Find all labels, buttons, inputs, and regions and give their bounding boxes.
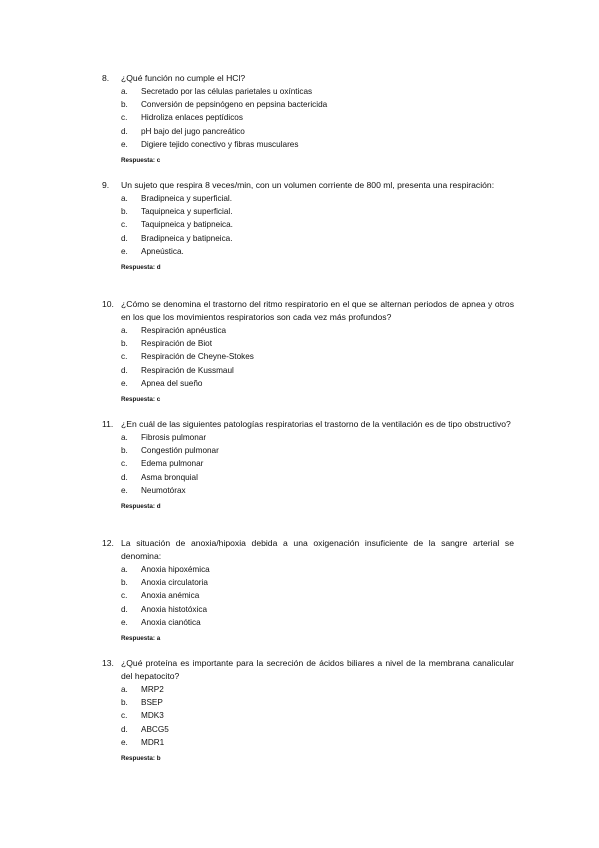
option-a [121, 324, 514, 337]
option-letter: d. [121, 604, 128, 614]
option-letter: d. [121, 126, 128, 136]
question-header [102, 537, 514, 563]
question-number: 9. [102, 180, 110, 190]
answer-label: Respuesta: b [121, 755, 161, 763]
option-text: Respiración de Kussmaul [141, 365, 234, 375]
option-e [121, 138, 514, 151]
question-number: 13. [102, 658, 114, 668]
option-letter: a. [121, 194, 128, 203]
question-header [102, 179, 514, 192]
question-header [102, 418, 514, 431]
option-letter: c. [121, 459, 128, 469]
option-a [121, 683, 514, 696]
option-letter: a. [121, 565, 128, 574]
option-b [121, 205, 514, 218]
option-c [121, 457, 514, 470]
option-text: Anoxia anémica [141, 591, 200, 601]
option-letter: b. [121, 207, 128, 217]
option-text: MRP2 [141, 685, 164, 694]
question-header [102, 657, 514, 683]
question-text: ¿Qué proteína es importante para la secreción de ácidos biliares a nivel de la membrana canalicular del hepatocito? [121, 658, 514, 681]
option-text: Secretado por las células parietales u oxínticas [141, 87, 313, 96]
option-c [121, 350, 514, 363]
option-text: Conversión de pepsinógeno en pepsina bactericida [141, 100, 328, 110]
option-letter: c. [121, 591, 128, 601]
question-number: 10. [102, 299, 114, 309]
option-c [121, 218, 514, 231]
option-d [121, 364, 514, 377]
option-letter: c. [121, 352, 128, 362]
option-text: Hidroliza enlaces peptídicos [141, 113, 243, 123]
option-text: BSEP [141, 698, 163, 708]
option-text: Digiere tejido conectivo y fibras musculares [141, 139, 299, 149]
option-a [121, 85, 514, 98]
option-letter: e. [121, 139, 128, 149]
option-text: Neumotórax [141, 485, 186, 495]
question-text: ¿En cuál de las siguientes patologías respiratorias el trastorno de la ventilación es de tipo obstructivo? [121, 419, 511, 429]
option-a [121, 192, 514, 205]
options-list [102, 683, 514, 749]
option-letter: a. [121, 685, 128, 694]
option-text: Taquipneica y superficial. [141, 207, 233, 217]
option-a [121, 563, 514, 576]
option-letter: d. [121, 724, 128, 734]
option-letter: e. [121, 246, 128, 256]
option-b [121, 576, 514, 589]
option-text: Anoxia histotóxica [141, 604, 207, 614]
option-d [121, 603, 514, 616]
question-text: ¿Qué función no cumple el HCl? [121, 73, 246, 83]
option-text: Respiración de Cheyne-Stokes [141, 352, 254, 362]
option-b [121, 337, 514, 350]
option-text: Asma bronquial [141, 472, 198, 482]
answer-label: Respuesta: d [121, 503, 161, 511]
question-number: 11. [102, 419, 114, 429]
option-d [121, 471, 514, 484]
option-e [121, 616, 514, 629]
question-13 [102, 657, 514, 762]
option-b [121, 696, 514, 709]
answer-label: Respuesta: c [121, 396, 161, 404]
question-8 [102, 72, 514, 164]
option-c [121, 589, 514, 602]
option-letter: d. [121, 472, 128, 482]
option-letter: c. [121, 113, 128, 123]
option-letter: c. [121, 220, 128, 230]
option-letter: b. [121, 100, 128, 110]
option-text: Bradipneica y batipneica. [141, 233, 233, 243]
answer-label: Respuesta: c [121, 157, 161, 165]
option-text: pH bajo del jugo pancreático [141, 126, 245, 136]
option-letter: d. [121, 233, 128, 243]
option-d [121, 723, 514, 736]
options-list [102, 563, 514, 629]
option-e [121, 245, 514, 258]
question-number: 12. [102, 538, 114, 548]
option-text: Fibrosis pulmonar [141, 433, 207, 442]
question-header [102, 298, 514, 324]
option-letter: e. [121, 485, 128, 495]
option-letter: b. [121, 446, 128, 456]
option-text: ABCG5 [141, 724, 169, 734]
question-text: Un sujeto que respira 8 veces/min, con un volumen corriente de 800 ml, presenta una respiración: [121, 180, 495, 190]
options-list [102, 192, 514, 258]
option-text: Congestión pulmonar [141, 446, 219, 456]
option-text: Bradipneica y superficial. [141, 194, 233, 203]
options-list [102, 85, 514, 151]
option-text: MDR1 [141, 737, 165, 747]
option-text: Taquipneica y batipneica. [141, 220, 233, 230]
option-text: Anoxia hipoxémica [141, 565, 210, 574]
question-10 [102, 298, 514, 403]
question-text: ¿Cómo se denomina el trastorno del ritmo respiratorio en el que se alternan periodos de apnea y otros en los que los movimientos respiratorios son cada vez más profundos? [121, 299, 514, 322]
option-c [121, 111, 514, 124]
option-letter: e. [121, 617, 128, 627]
answer-label: Respuesta: a [121, 635, 161, 643]
option-d [121, 125, 514, 138]
option-letter: c. [121, 711, 128, 721]
options-list [102, 431, 514, 497]
option-letter: e. [121, 378, 128, 388]
option-text: MDK3 [141, 711, 164, 721]
options-list [102, 324, 514, 390]
option-letter: b. [121, 698, 128, 708]
option-text: Respiración de Biot [141, 339, 212, 349]
option-letter: a. [121, 433, 128, 442]
option-letter: b. [121, 339, 128, 349]
option-text: Apnea del sueño [141, 378, 203, 388]
option-e [121, 377, 514, 390]
option-a [121, 431, 514, 444]
option-letter: e. [121, 737, 128, 747]
question-12 [102, 537, 514, 642]
option-text: Apneústica. [141, 246, 184, 256]
option-b [121, 444, 514, 457]
question-number: 8. [102, 73, 110, 83]
option-letter: a. [121, 326, 128, 335]
option-text: Edema pulmonar [141, 459, 204, 469]
option-text: Respiración apnéustica [141, 326, 227, 335]
option-letter: a. [121, 87, 128, 96]
option-letter: b. [121, 578, 128, 588]
option-e [121, 736, 514, 749]
option-d [121, 232, 514, 245]
option-letter: d. [121, 365, 128, 375]
answer-label: Respuesta: d [121, 264, 161, 272]
option-b [121, 98, 514, 111]
question-header [102, 72, 514, 85]
option-text: Anoxia circulatoria [141, 578, 208, 588]
option-e [121, 484, 514, 497]
question-text: La situación de anoxia/hipoxia debida a una oxigenación insuficiente de la sangre arterial se denomina: [121, 538, 514, 561]
question-9 [102, 179, 514, 271]
option-c [121, 709, 514, 722]
option-text: Anoxia cianótica [141, 617, 201, 627]
question-11 [102, 418, 514, 510]
